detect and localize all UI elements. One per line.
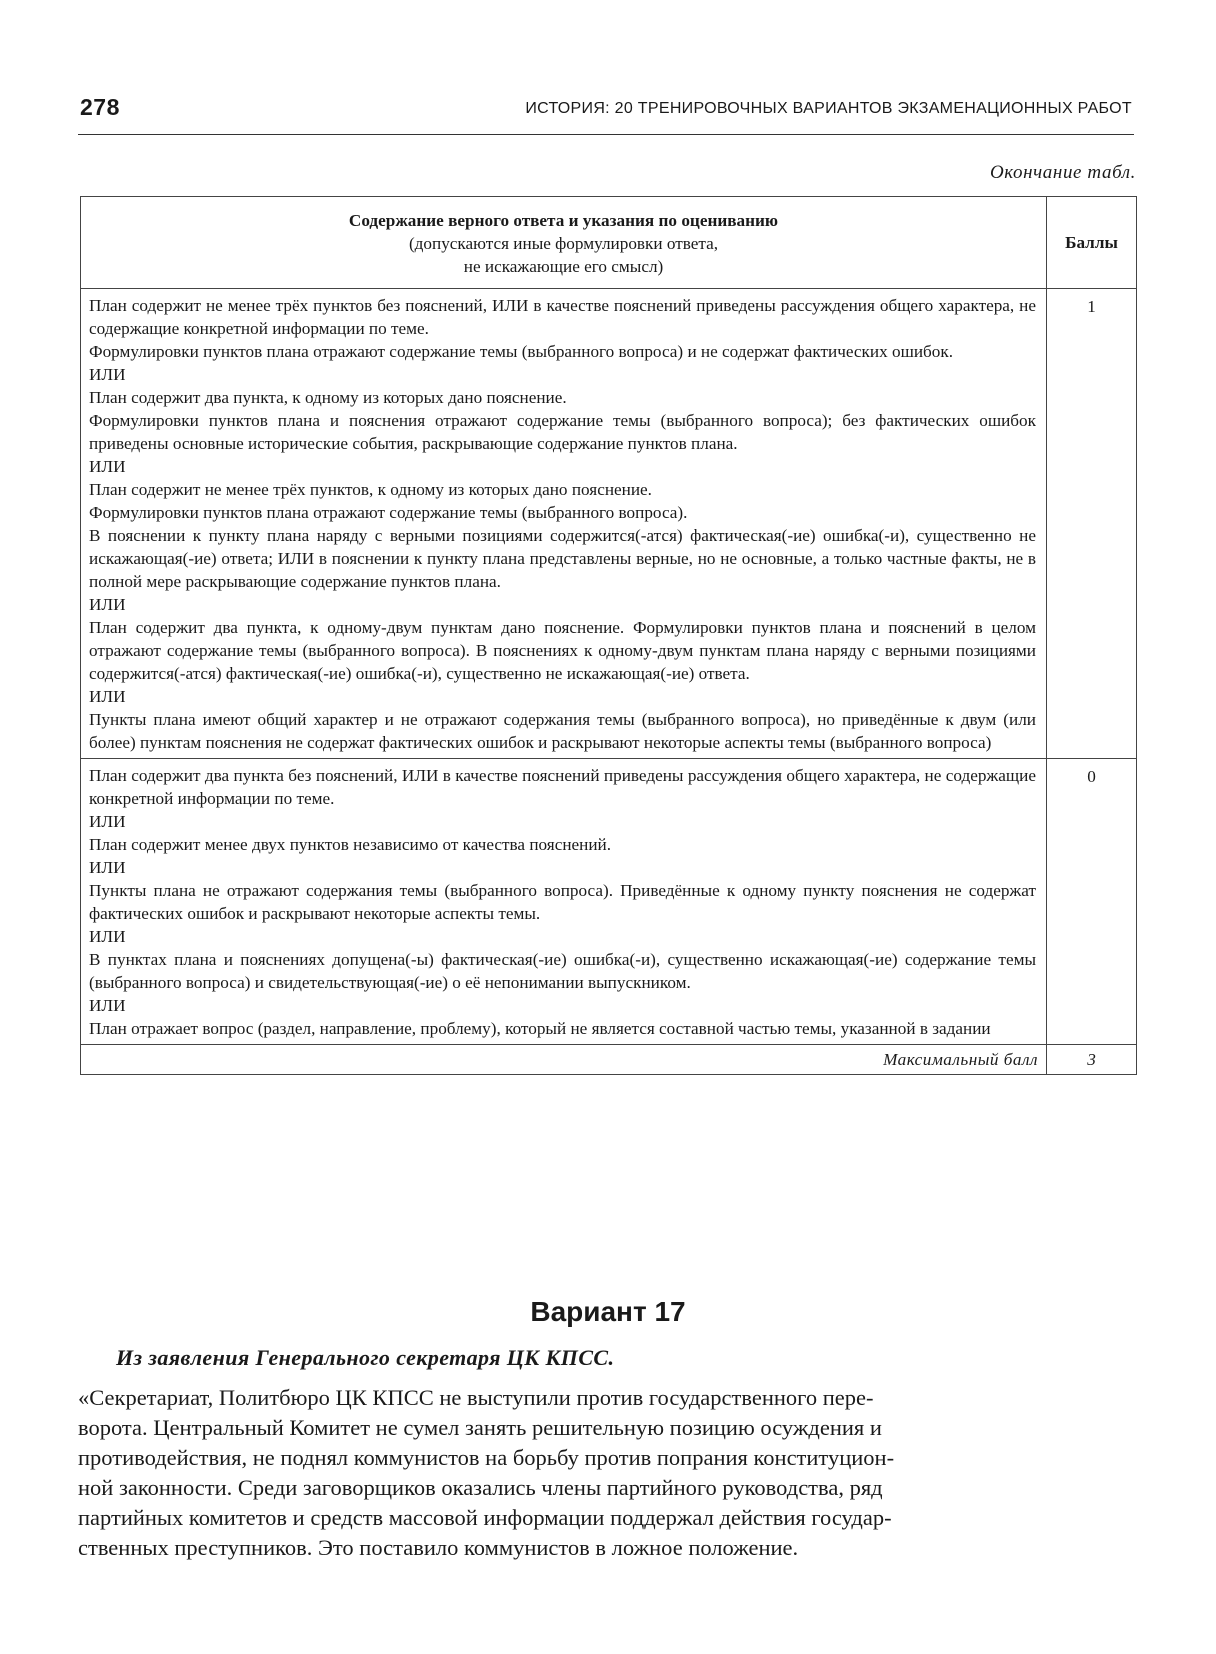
criteria-line: ИЛИ (89, 687, 126, 706)
criteria-cell (81, 289, 1047, 759)
criteria-line: ИЛИ (89, 595, 126, 614)
quote-line: «Секретариат, Политбюро ЦК КПСС не выступили против государственного пере- (78, 1385, 874, 1410)
criteria-line: ИЛИ (89, 858, 126, 877)
variant-title: Вариант 17 (530, 1296, 686, 1327)
criteria-line: План содержит менее двух пунктов независимо от качества пояснений. (89, 835, 612, 854)
source-title: Из заявления Генерального секретаря ЦК КПСС. (116, 1345, 615, 1370)
criteria-line: В пунктах плана и пояснениях допущена(-ы) фактическая(-ие) ошибка(-и), существенно искажающая(-ие) содержание темы (выбранного вопроса) и свидетельствующая(-ие) о её непонимании выпускником. (89, 950, 1036, 992)
criteria-line: Пункты плана имеют общий характер и не отражают содержания темы (выбранного вопроса), но приведённые к двум (или более) пунктам пояснения не содержат фактических ошибок и раскрывают некоторые аспекты темы (выбранного вопроса) (89, 710, 1036, 752)
criteria-line: План отражает вопрос (раздел, направление, проблему), который не является составной частью темы, указанной в задании (89, 1019, 991, 1038)
criteria-line: План содержит два пункта без пояснений, ИЛИ в качестве пояснений приведены рассуждения общего характера, не содержащие конкретной информации по теме. (89, 766, 1036, 808)
criteria-line: ИЛИ (89, 365, 126, 384)
table-continuation-note: Окончание табл. (989, 162, 1136, 183)
running-title: ИСТОРИЯ: 20 ТРЕНИРОВОЧНЫХ ВАРИАНТОВ ЭКЗАМЕНАЦИОННЫХ РАБОТ (525, 100, 1132, 117)
criteria-line: Формулировки пунктов плана отражают содержание темы (выбранного вопроса). (89, 503, 688, 522)
column-header-score: Баллы (1047, 197, 1137, 289)
criteria-line: ИЛИ (89, 812, 126, 831)
page-header (78, 92, 1134, 135)
criteria-line: Формулировки пунктов плана и пояснения отражают содержание темы (выбранного вопроса); без фактических ошибок приведены основные исторические события, раскрывающие содержание пунктов плана. (89, 411, 1036, 453)
criteria-line: План содержит два пункта, к одному-двум пунктам дано пояснение. Формулировки пунктов плана и пояснений в целом отражают содержание темы (выбранного вопроса). В пояснениях к одному-двум пунктам плана наряду с верными позициями содержится(-атся) фактическая(-ие) ошибка(-и), существенно не искажающая(-ие) ответа. (89, 618, 1036, 683)
criteria-line: Пункты плана не отражают содержания темы (выбранного вопроса). Приведённые к одному пункту пояснения не содержат фактических ошибок и раскрывают некоторые аспекты темы. (89, 881, 1036, 923)
criteria-line: План содержит не менее трёх пунктов, к одному из которых дано пояснение. (89, 480, 652, 499)
table-header-row (81, 197, 1137, 289)
quote-line: партийных комитетов и средств массовой информации поддержал действия государ- (78, 1505, 892, 1530)
criteria-line: Формулировки пунктов плана отражают содержание темы (выбранного вопроса) и не содержат фактических ошибок. (89, 342, 953, 361)
criteria-line: В пояснении к пункту плана наряду с верными позициями содержится(-атся) фактическая(-ие) ошибка(-и), существенно не искажающая(-ие) ответа; ИЛИ в пояснении к пункту плана представлены верные, но не основные, а только частные факты, не в полной мере раскрывающие содержание пунктов плана. (89, 526, 1036, 591)
max-score-label: Максимальный балл (81, 1045, 1047, 1075)
quote-line: ной законности. Среди заговорщиков оказались члены партийного руководства, ряд (78, 1475, 883, 1500)
column-header-note-line: (допускаются иные формулировки ответа, (408, 234, 719, 253)
column-header-content (81, 197, 1047, 289)
scoring-table (80, 196, 1137, 1075)
column-header-title: Содержание верного ответа и указания по оцениванию (348, 211, 779, 230)
criteria-line: ИЛИ (89, 996, 126, 1015)
criteria-cell (81, 759, 1047, 1045)
score-cell: 1 (1047, 289, 1137, 759)
score-cell: 0 (1047, 759, 1137, 1045)
criteria-line: ИЛИ (89, 927, 126, 946)
criteria-line: План содержит два пункта, к одному из которых дано пояснение. (89, 388, 567, 407)
quote-line: ственных преступников. Это поставило коммунистов в ложное положение. (78, 1535, 799, 1560)
criteria-line: План содержит не менее трёх пунктов без пояснений, ИЛИ в качестве пояснений приведены рассуждения общего характера, не содержащие конкретной информации по теме. (89, 296, 1036, 338)
max-score-value: 3 (1047, 1045, 1137, 1075)
table-row (81, 289, 1137, 759)
quote-text (78, 1383, 1136, 1563)
max-score-row (81, 1045, 1137, 1075)
table-row (81, 759, 1137, 1045)
criteria-line: ИЛИ (89, 457, 126, 476)
column-header-note-line: не искажающие его смысл) (463, 257, 664, 276)
quote-line: ворота. Центральный Комитет не сумел занять решительную позицию осуждения и (78, 1415, 882, 1440)
page-number: 278 (80, 94, 120, 120)
quote-line: противодействия, не поднял коммунистов на борьбу против попрания конституцион- (78, 1445, 895, 1470)
